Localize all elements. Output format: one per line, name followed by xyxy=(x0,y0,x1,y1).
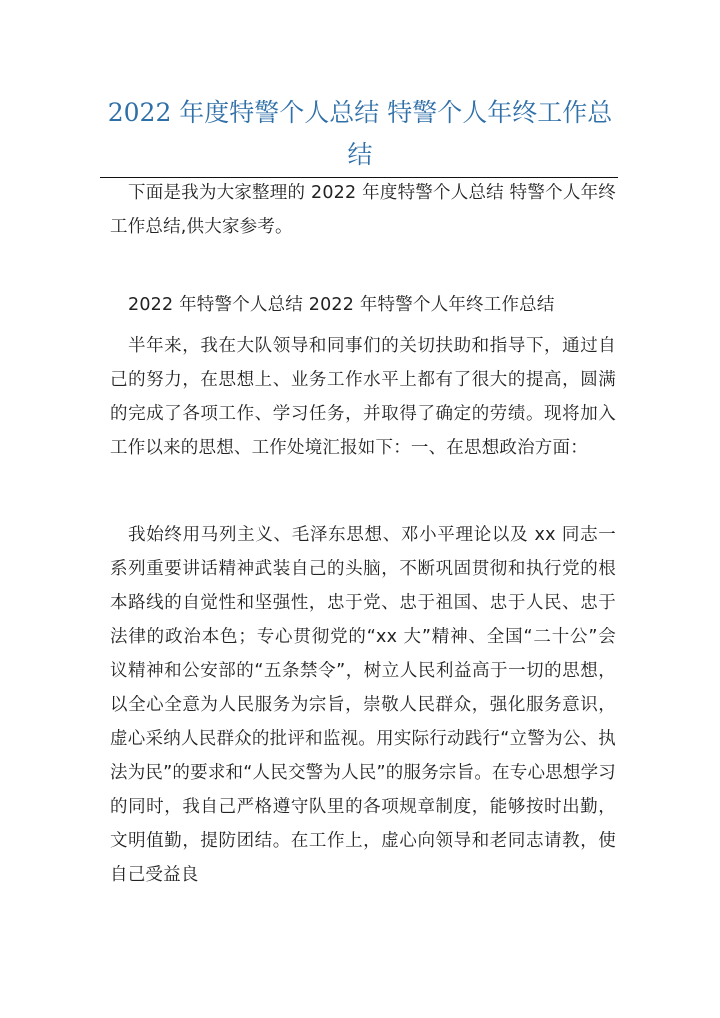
body-paragraph-2: 我始终用马列主义、毛泽东思想、邓小平理论以及 xx 同志一系列重要讲话精神武装自己的头脑，不断巩固贯彻和执行党的根本路线的自觉性和坚强性，忠于党、忠于祖国、忠于人民、忠于法律的政治本色；专心贯彻党的“xx 大”精神、全国“二十公”会议精神和公安部的“五条禁令”，树立人民利益高于一切的思想，以全心全意为人民服务为宗旨，崇敬人民群众，强化服务意识，虚心采纳人民群众的批评和监视。用实际行动践行“立警为公、执法为民”的要求和“人民交警为人民”的服务宗旨。在专心思想学习的同时，我自己严格遵守队里的各项规章制度，能够按时出勤，文明值勤，提防团结。在工作上，虚心向领导和老同志请教，使自己受益良 xyxy=(110,525,616,885)
intro-paragraph: 下面是我为大家整理的 2022 年度特警个人总结 特警个人年终工作总结,供大家参考。 xyxy=(110,183,616,237)
section-subtitle: 2022 年特警个人总结 2022 年特警个人年终工作总结 xyxy=(128,295,555,315)
document-title: 2022 年度特警个人总结 特警个人年终工作总结 xyxy=(107,98,613,169)
body-paragraph-1: 半年来，我在大队领导和同事们的关切扶助和指导下，通过自己的努力，在思想上、业务工作水平上都有了很大的提高，圆满的完成了各项工作、学习任务，并取得了确定的劳绩。现将加入工作以来的思想、工作处境汇报如下：一、在思想政治方面： xyxy=(110,336,616,458)
